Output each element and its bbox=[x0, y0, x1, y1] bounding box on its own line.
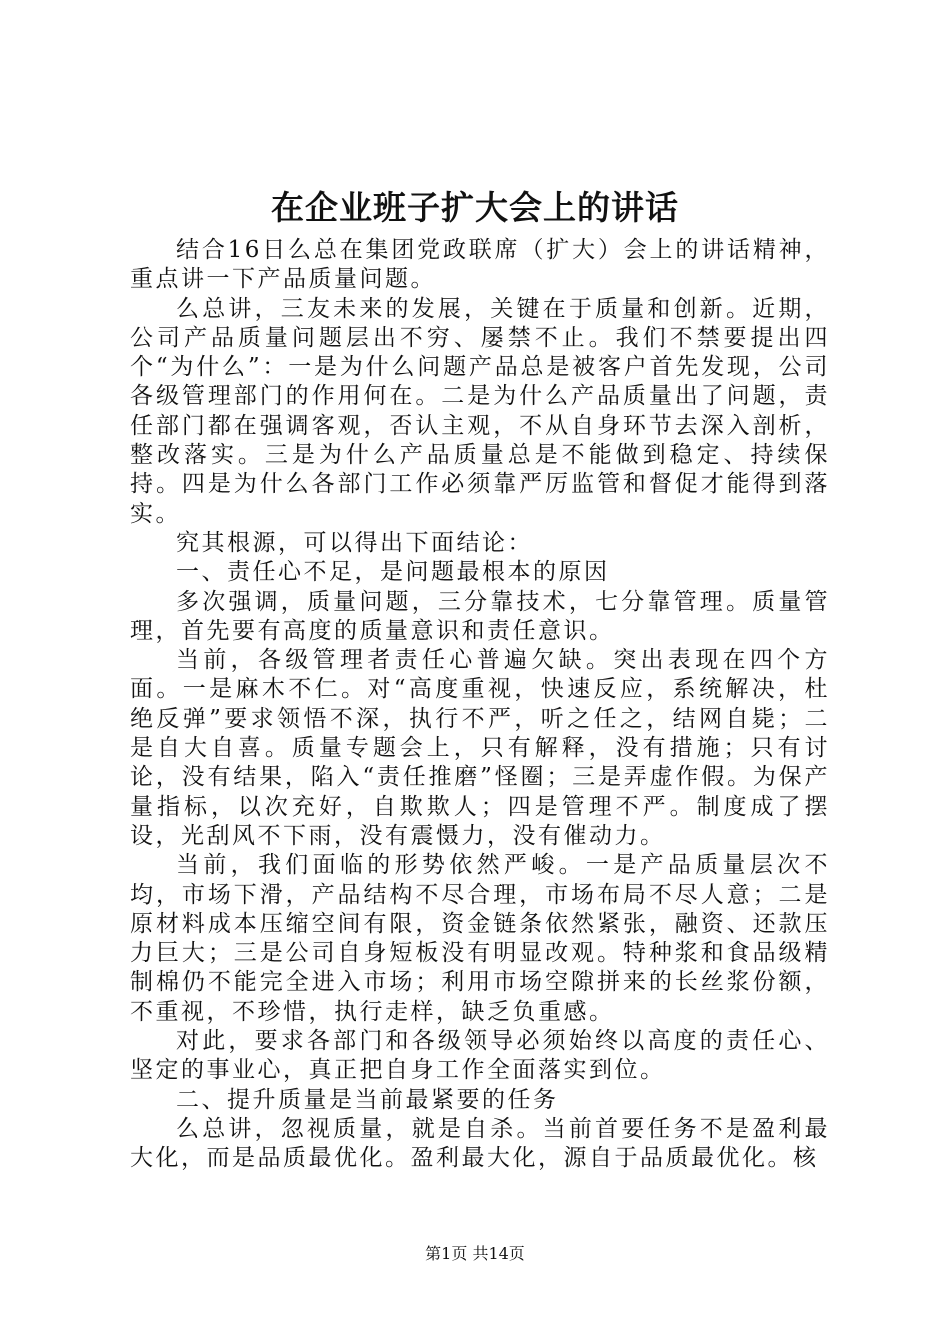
paragraph: 么总讲，忽视质量，就是自杀。当前首要任务不是盈利最大化，而是品质最优化。盈利最大化，源自于品质最优化。核 bbox=[130, 1115, 830, 1172]
paragraph: 当前，各级管理者责任心普遍欠缺。突出表现在四个方面。一是麻木不仁。对“高度重视，快速反应，系统解决，杜绝反弹”要求领悟不深，执行不严，听之任之，结网自毙；二是自大自喜。质量专题会上，只有解释，没有措施；只有讨论，没有结果，陷入“责任推磨”怪圈；三是弄虚作假。为保产量指标，以次充好，自欺欺人；四是管理不严。制度成了摆设，光刮风不下雨，没有震慑力，没有催动力。 bbox=[130, 647, 830, 849]
paragraph: 对此，要求各部门和各级领导必须始终以高度的责任心、坚定的事业心，真正把自身工作全面落实到位。 bbox=[130, 1028, 830, 1084]
paragraph: 多次强调，质量问题，三分靠技术，七分靠管理。质量管理，首先要有高度的质量意识和责任意识。 bbox=[130, 588, 830, 644]
paragraph: 究其根源，可以得出下面结论： bbox=[176, 529, 533, 556]
document-body bbox=[130, 236, 830, 1174]
page-footer: 第1页 共14页 bbox=[425, 1244, 525, 1263]
section-heading: 一、责任心不足，是问题最根本的原因 bbox=[176, 559, 610, 586]
paragraph: 结合16日么总在集团党政联席（扩大）会上的讲话精神，重点讲一下产品质量问题。 bbox=[130, 237, 830, 293]
paragraph: 么总讲，三友未来的发展，关键在于质量和创新。近期，公司产品质量问题层出不穷、屡禁不止。我们不禁要提出四个“为什么”：一是为什么问题产品总是被客户首先发现，公司各级管理部门的作用何在。二是为什么产品质量出了问题，责任部门都在强调客观，否认主观，不从自身环节去深入剖析，整改落实。三是为什么产品质量总是不能做到稳定、持续保持。四是为什么各部门工作必须靠严厉监管和督促才能得到落实。 bbox=[130, 295, 830, 527]
document-title: 在企业班子扩大会上的讲话 bbox=[271, 188, 679, 227]
paragraph: 当前，我们面临的形势依然严峻。一是产品质量层次不均，市场下滑，产品结构不尽合理，市场布局不尽人意；二是原材料成本压缩空间有限，资金链条依然紧张，融资、还款压力巨大；三是公司自身短板没有明显改观。特种浆和食品级精制棉仍不能完全进入市场；利用市场空隙拼来的长丝浆份额，不重视，不珍惜，执行走样，缺乏负重感。 bbox=[130, 852, 830, 1025]
section-heading: 二、提升质量是当前最紧要的任务 bbox=[176, 1086, 559, 1113]
